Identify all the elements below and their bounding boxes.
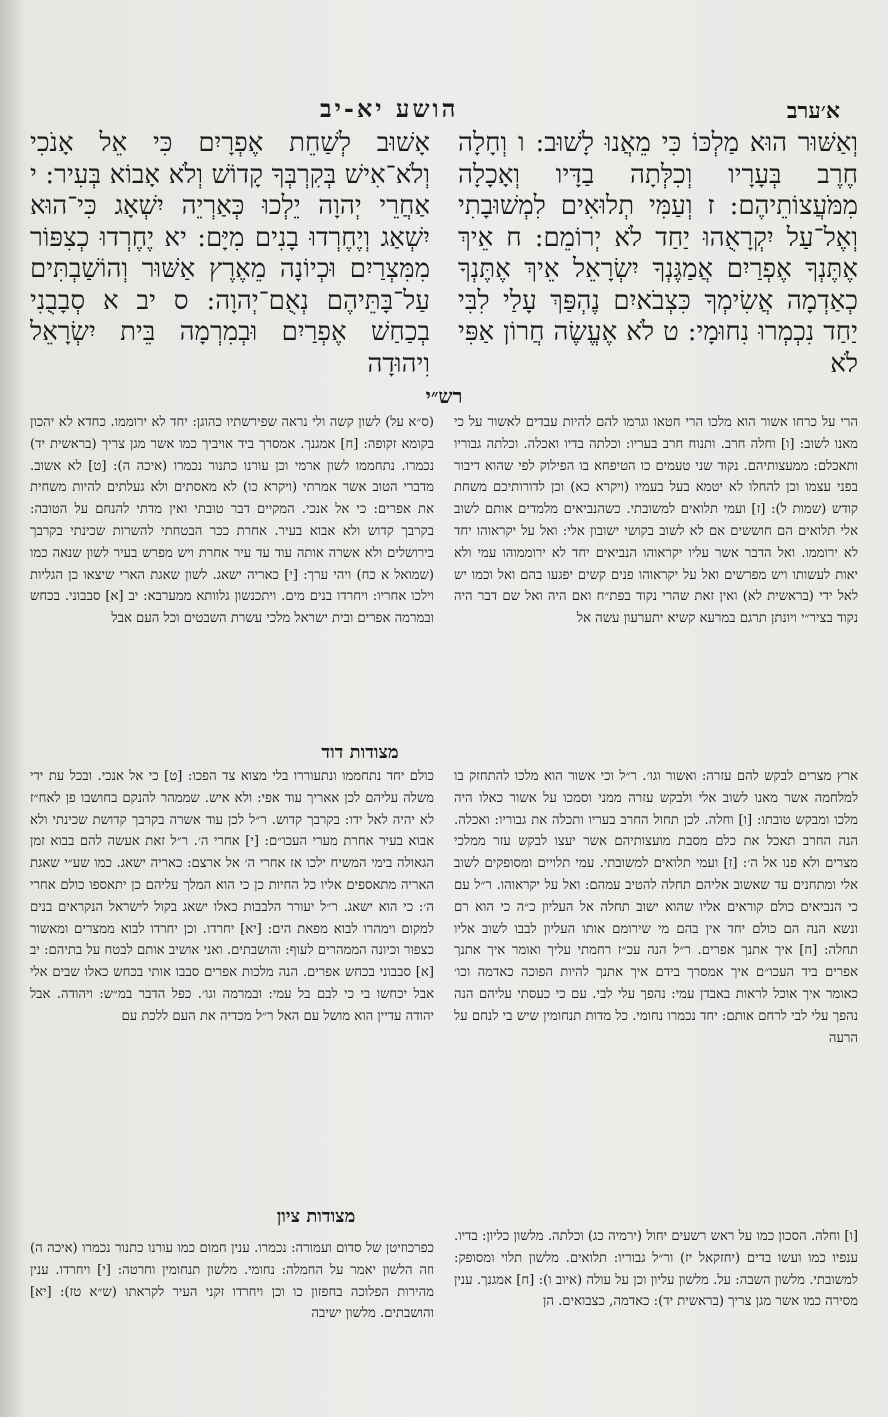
rashi-right-column: הרי על כרחו אשור הוא מלכו הרי חטאו וגרמו להם להיות עבדים לאשור על כי מאנו לשוב: [ו] וחלה חרב. ותנוח חרב בעריו: וכלתה בדיו ואכלה. וכלתה גבוריו ותאכלם: ממעצותיהם. נקוד שני טעמים כו הטיפחא בו הפילוק לפי שהוא דיבור בפני עצמו וכן להחלו לא יטמא בעל בעמיו (ויקרא כא) וכן לדורותיכם משחת קודש (שמות ל): [ז] ועמי תלואים למשובתי. כשהנביאים מלמדים אותם לשוב אלי תלואים הם חוששים אם לא לשוב בקושי ישובון אלי: ואל על יקראוהו יחד לא ירוממו. ואל הדבר אשר עליו יקראוהו הנביאים יחד לא ירוממוהו עמי ולא יאות לעשותו ויש מפרשים ואל על יקראוהו פנים קשים יפגעו בהם ואל וכמו יש לאל ידי (בראשית לא) ואין זאת שהרי נקוד בפת״ח ואם היה ואל שם דבר היה נקוד בציר״י ויונתן תרגם במרעא קשיא יתערעון עשה אל [454, 415, 858, 627]
rashi-left-column: (ס״א על) לשון קשה ולי נראה שפירשתיו כהוגן: יחד לא ירוממו. כחדא לא יהכון בקומא זקופה: [ח] אמגנך. אמסרך ביד אויביך כמו אשר מגן צריך (בראשית יד) נכמרו. נתחממו לשון ארמי וכן עורנו כתנור נכמרו (איכה ה): [ט] לא אשוב. מדברי הטוב אשר אמרתי (ויקרא כו) לא מאסתים ולא געלתים להיות משחית את אפרים: כי אל אנכי. המקיים דבר טובתי ואין מדתי להנחם על הטובה: בקרבך קדוש ולא אבוא בעיר. אחרת ככר הבטחתי להשרות שכינתי בקרבך בירושלים ולא אשרה אותה עוד עד עיר אחרת ויש מפרש בעיר לשון שנאה כמו (שמואל א כח) ויהי ערך: [י] כאריה ישאג. לשון שאגת הארי שיצאו כן הגליות וילכו אחריו: ויחרדו בנים מים. ויתכנשון גלוותא ממערבא: יב [א] סבבוני. בכחש ובמרמה אפרים ובית ישראל מלכי עשרת השבטים וכל העם אבל [30, 415, 434, 627]
page-header [20, 92, 868, 128]
metzudat-david-heading: מצודות דוד [321, 742, 399, 763]
metzudat-zion-heading: מצודות ציון [276, 1206, 356, 1227]
metzudat-zion-left-column: כפרכוזיטן של סדום ועמורה: נכמרו. ענין חמום כמו עורנו כתנור נכמרו (איכה ה) וזה הלשון יאמר על החמלה: נחומי. מלשון תנחומין וחרטה: [י] ויחרדו. ענין מהירות הפלוכה בחפזון כו וכן ויחרדו זקני העיר לקראתו (ש״א טז): [יא] והושבתים. מלשון ישיבה [30, 1241, 434, 1322]
metzudat-david-right-column: ארץ מצרים לבקש להם עזרה: ואשור וגו׳. ר״ל וכי אשור הוא מלכו להתחזק בו למלחמה אשר מאנו לשוב אלי ולבקש עזרה ממני וסמכו על אשור כאלו היה מלכו ומבקש טובתו: [ו] וחלה. לכן תחול החרב בעריו ותכלה את גבוריו: ואכלה. הנה החרב תאכל את כלם מסבת מועצותיהם אשר יעצו לבקש עזר ממלכי מצרים ולא פנו אל ה׳: [ז] ועמי תלואים למשובתי. עמי תלויים ומסופקים לשוב אלי ומתחנים עד שאשוב אליהם תחלה להטיב עמהם: ואל על יקראוהו. ר״ל עם כי הנביאים כולם קוראים אליו שהוא ישוב תחלה אל העליון כ״ה כי הוא רם ונשא הנה הם כולם יחד אין בהם מי שירומם אותו העליון לבבו לשוב אליו תחלה: [ח] איך אתנך אפרים. ר״ל הנה עכ״ז רחמתי עליך ואומר איך אתנך אפרים ביד העכו״ם איך אמסרך בידם איך אתנך להיות הפוכה כאדמה וכו׳ כאומר איך אוכל לראות באבדן עמי: נהפך עלי לבי. עם כי כעסתי עליהם הנה נהפך עלי לבי לרחם אותם: יחד נכמרו נחומי. כל מדות תנחומין שיש בי לנחם על הרעה [454, 769, 858, 1046]
bible-text-left-column: אָשׁוּב לְשַׁחֵת אֶפְרָיִם כִּי אֵל אָנֹכִי וְלֹא־אִישׁ בְּקִרְבְּךָ קָדוֹשׁ וְלֹא אָבוֹא בְּעִיר: י אַחֲרֵי יְהוָה יֵלְכוּ כְּאַרְיֵה יִשְׁאָג כִּי־הוּא יִשְׁאַג וְיֶחֶרְדוּ בָנִים מִיָּם: יא יֶחֶרְדוּ כְצִפּוֹר מִמִּצְרַיִם וּכְיוֹנָה מֵאֶרֶץ אַשּׁוּר וְהוֹשַׁבְתִּים עַל־בָּתֵּיהֶם נְאֻם־יְהוָה: ס יב א סְבָבֻנִי בְכַחַשׁ אֶפְרַיִם וּבְמִרְמָה בֵּית יִשְׂרָאֵל וִיהוּדָה [30, 128, 430, 379]
metzudat-david-left-column: כולם יחד נתחממו ונתעוררו בלי מצוא צד הפכו: [ט] כי אל אנכי. ובכל עת ידי משלה עליהם לכן אאריך עוד אפי: ולא איש. שממהר להנקם בחושבו פן לאח״ז לא יהיה לאל ידו: בקרבך קדוש. ר״ל לכן עוד אשרה בקרבך קדושת שכינתי ולא אבוא בעיר אחרת מערי העכו״ם: [י] אחרי ה׳. ר״ל זאת אעשה להם בבוא זמן הגאולה בימי המשיח ילכו אז אחרי ה׳ אל ארצם: כאריה ישאג. כמו שע״י שאגת האריה מתאספים אליו כל החיות כן כי הוא המלך עליהם כן יתאספו כולם אחרי ה׳: כי הוא ישאג. ר״ל יעורר הלבבות כאלו ישאג בקול לישראל הנקראים בנים למקום וימהרו לבוא מפאת הים: [יא] יחרדו. וכן יחרדו לבוא ממצרים ומאשור כצפור וכיונה הממהרים לעוף: והושבתים. ואני אושיב אותם לבטח על בתיהם: יב [א] סבבוני בכחש אפרים. הנה מלכות אפרים סבבו אותי בכחש כאלו שבים אלי אבל יכחשו בי כי לבם בל עמי: ובמרמה וגו׳. כפל הדבר במ״ש: ויהודה. אבל יהודה עדיין הוא מושל עם האל ר״ל מכדיה את העם ללכת עם [30, 769, 434, 1024]
chapter-marker: א׳ערב [786, 98, 840, 124]
running-title: הושע יא-יב [320, 94, 459, 123]
rashi-heading: רש״י [425, 384, 463, 408]
bible-text-block [30, 128, 858, 380]
bible-text-right-column: וְאַשּׁוּר הוּא מַלְכּוֹ כִּי מֵאֲנוּ לָשׁוּב: ו וְחָלָה חֶרֶב בְּעָרָיו וְכִלְּתָה בַדָּיו וְאָכָלָה מִמֹּעֲצוֹתֵיהֶם: ז וְעַמִּי תְלוּאִים לִמְשׁוּבָתִי וְאֶל־עַל יִקְרָאֻהוּ יַחַד לֹא יְרוֹמֵם: ח אֵיךְ אֶתֶּנְךָ אֶפְרַיִם אֲמַגֶּנְךָ יִשְׂרָאֵל אֵיךְ אֶתֶּנְךָ כְאַדְמָה אֲשִׂימְךָ כִּצְבֹאיִם נֶהְפַּךְ עָלַי לִבִּי יַחַד נִכְמְרוּ נִחוּמָי: ט לֹא אֶעֱשֶׂה חֲרוֹן אַפִּי לֹא [458, 128, 858, 379]
metzudat-zion-right-column: [ו] וחלה. הסכון כמו על ראש רשעים יחול (ירמיה כג) וכלתה. מלשון כליון: בדיו. ענפיו כמו ועשו בדים (יחזקאל יז) ור״ל גבוריו: תלואים. מלשון תלוי ומסופק: למשובתי. מלשון השבה: על. מלשון עליון וכן על עולה (איוב ו): [ח] אמגנך. ענין מסירה כמו אשר מגן צריך (בראשית יד): כאדמה, כצבואים. הן [454, 1229, 858, 1310]
